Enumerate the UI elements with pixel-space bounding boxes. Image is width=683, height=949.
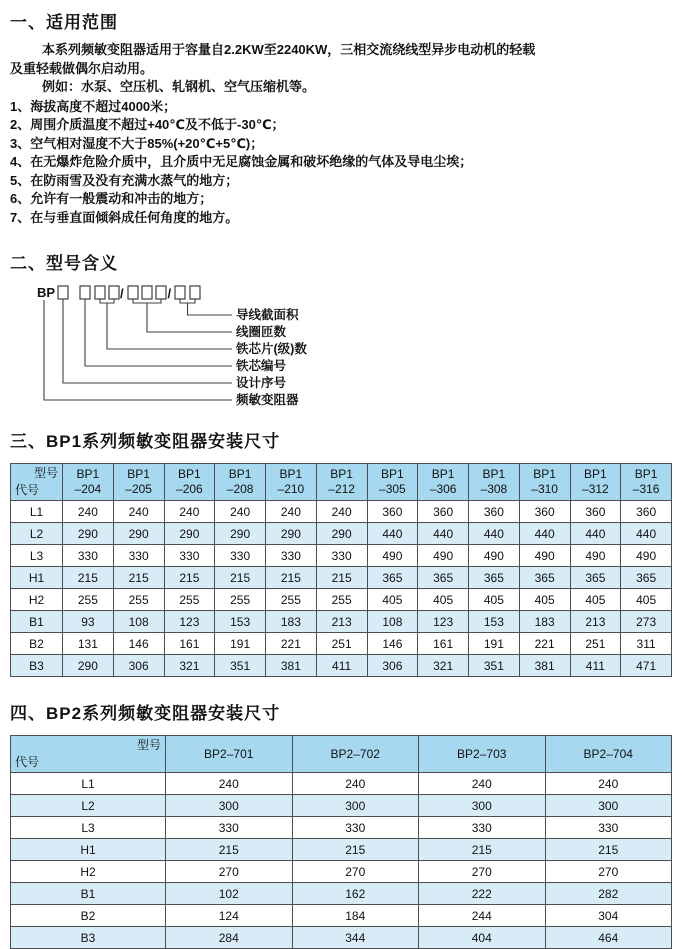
table-cell: 405 xyxy=(367,589,418,611)
condition-item: 3、空气相对湿度不大于85%(+20℃+5℃)； xyxy=(10,135,264,151)
table-cell: 411 xyxy=(316,655,367,677)
table-cell: 102 xyxy=(166,883,293,905)
table-cell: 215 xyxy=(545,839,672,861)
table-row xyxy=(11,545,672,567)
table-cell: 290 xyxy=(215,523,266,545)
condition-list xyxy=(10,98,672,228)
row-label: B2 xyxy=(11,633,63,655)
table-cell: 405 xyxy=(519,589,570,611)
table-row xyxy=(11,567,672,589)
condition-item: 7、在与垂直面倾斜成任何角度的地方。 xyxy=(10,209,239,225)
column-header: BP1 –310 xyxy=(519,464,570,501)
column-header: BP1 –312 xyxy=(570,464,621,501)
table-cell: 240 xyxy=(545,773,672,795)
table-cell: 240 xyxy=(266,501,317,523)
section3-heading: 三、BP1系列频敏变阻器安装尺寸 xyxy=(10,432,281,451)
corner-label-code: 代号 xyxy=(15,755,40,769)
table-cell: 213 xyxy=(570,611,621,633)
condition-item: 6、允许有一般震动和冲击的地方； xyxy=(10,191,213,206)
row-label: L3 xyxy=(11,817,166,839)
table-row xyxy=(11,523,672,545)
table-cell: 490 xyxy=(570,545,621,567)
table-cell: 290 xyxy=(113,523,164,545)
table-cell: 290 xyxy=(266,523,317,545)
table-cell: 360 xyxy=(469,501,520,523)
row-label: B3 xyxy=(11,655,63,677)
row-label: H2 xyxy=(11,861,166,883)
table-cell: 330 xyxy=(166,817,293,839)
table-cell: 321 xyxy=(164,655,215,677)
table-row xyxy=(11,839,672,861)
table-cell: 221 xyxy=(266,633,317,655)
table-cell: 240 xyxy=(63,501,114,523)
table-cell: 306 xyxy=(113,655,164,677)
table-cell: 490 xyxy=(621,545,672,567)
table-cell: 351 xyxy=(215,655,266,677)
column-header: BP2–702 xyxy=(292,736,419,773)
table-cell: 440 xyxy=(367,523,418,545)
table-cell: 240 xyxy=(113,501,164,523)
corner-label-code: 代号 xyxy=(15,483,40,497)
row-label: B3 xyxy=(11,927,166,949)
row-label: L1 xyxy=(11,501,63,523)
column-header: BP1 –206 xyxy=(164,464,215,501)
table-cell: 365 xyxy=(418,567,469,589)
code-label-product-name: 频敏变阻器 xyxy=(236,393,299,407)
table-cell: 282 xyxy=(545,883,672,905)
column-header: BP1 –205 xyxy=(113,464,164,501)
table-cell: 161 xyxy=(164,633,215,655)
table-cell: 183 xyxy=(266,611,317,633)
condition-item: 1、海拔高度不超过4000米； xyxy=(10,98,177,114)
table-cell: 123 xyxy=(418,611,469,633)
table-cell: 330 xyxy=(215,545,266,567)
column-header: BP1 –305 xyxy=(367,464,418,501)
table-cell: 360 xyxy=(621,501,672,523)
table-cell: 284 xyxy=(166,927,293,949)
table-cell: 240 xyxy=(419,773,546,795)
table-cell: 351 xyxy=(469,655,520,677)
table-cell: 251 xyxy=(570,633,621,655)
table-cell: 300 xyxy=(545,795,672,817)
table-cell: 490 xyxy=(469,545,520,567)
connector-lines xyxy=(44,299,232,400)
section2-heading: 二、型号含义 xyxy=(10,254,118,273)
table-cell: 153 xyxy=(215,611,266,633)
table-cell: 381 xyxy=(266,655,317,677)
table-cell: 300 xyxy=(166,795,293,817)
table-cell: 240 xyxy=(316,501,367,523)
code-label-wire-section: 导线截面积 xyxy=(236,308,299,322)
table-cell: 360 xyxy=(367,501,418,523)
table-cell: 330 xyxy=(266,545,317,567)
row-label: L2 xyxy=(11,523,63,545)
table-cell: 411 xyxy=(570,655,621,677)
table-cell: 215 xyxy=(166,839,293,861)
table-cell: 290 xyxy=(63,655,114,677)
table-cell: 146 xyxy=(367,633,418,655)
table-cell: 153 xyxy=(469,611,520,633)
condition-item: 2、周围介质温度不超过+40℃及不低于-30℃； xyxy=(10,117,285,132)
table-corner-cell xyxy=(11,736,166,773)
table-cell: 215 xyxy=(113,567,164,589)
table-cell: 255 xyxy=(164,589,215,611)
table-row xyxy=(11,861,672,883)
slash-separator: / xyxy=(167,286,172,301)
slash-separator: / xyxy=(120,286,124,301)
row-label: H1 xyxy=(11,839,166,861)
model-code-diagram xyxy=(35,280,672,417)
table-cell: 440 xyxy=(519,523,570,545)
table-cell: 440 xyxy=(621,523,672,545)
table-cell: 124 xyxy=(166,905,293,927)
code-prefix-and-boxes xyxy=(58,286,200,299)
table-cell: 405 xyxy=(570,589,621,611)
intro-line2: 及重轻载做偶尔启动用。 xyxy=(10,60,154,76)
column-header: BP1 –204 xyxy=(63,464,114,501)
table-cell: 213 xyxy=(316,611,367,633)
header-row xyxy=(11,736,672,773)
condition-item: 5、在防雨雪及没有充满水蒸气的地方； xyxy=(10,172,239,188)
table-cell: 255 xyxy=(316,589,367,611)
table-cell: 191 xyxy=(215,633,266,655)
table-cell: 215 xyxy=(316,567,367,589)
code-label-coil-turns: 线圈匝数 xyxy=(236,325,287,339)
table-cell: 330 xyxy=(545,817,672,839)
table-cell: 330 xyxy=(113,545,164,567)
table-cell: 240 xyxy=(164,501,215,523)
table-cell: 344 xyxy=(292,927,419,949)
table-cell: 222 xyxy=(419,883,546,905)
table-cell: 440 xyxy=(418,523,469,545)
table-cell: 215 xyxy=(63,567,114,589)
code-prefix-text: BP xyxy=(37,285,56,300)
column-header: BP1 –212 xyxy=(316,464,367,501)
intro-line1: 本系列频敏变阻器适用于容量自2.2KW至2240KW，三相交流绕线型异步电动机的轻载 xyxy=(42,42,536,57)
row-label: L3 xyxy=(11,545,63,567)
bp1-dimensions-table xyxy=(10,463,672,677)
row-label: H1 xyxy=(11,567,63,589)
table-cell: 290 xyxy=(316,523,367,545)
condition-item: 4、在无爆炸危险介质中，且介质中无足腐蚀金属和破坏绝缘的气体及导电尘埃； xyxy=(10,154,473,169)
table-cell: 321 xyxy=(418,655,469,677)
table-cell: 290 xyxy=(63,523,114,545)
table-cell: 240 xyxy=(215,501,266,523)
table-cell: 440 xyxy=(469,523,520,545)
table-row xyxy=(11,501,672,523)
table-cell: 330 xyxy=(164,545,215,567)
row-label: B2 xyxy=(11,905,166,927)
table-cell: 240 xyxy=(166,773,293,795)
table-cell: 215 xyxy=(266,567,317,589)
table-cell: 270 xyxy=(545,861,672,883)
bp2-dimensions-table xyxy=(10,735,672,949)
table-row xyxy=(11,611,672,633)
table-cell: 311 xyxy=(621,633,672,655)
table-cell: 255 xyxy=(215,589,266,611)
table-cell: 290 xyxy=(164,523,215,545)
corner-label-model: 型号 xyxy=(136,738,161,752)
table-cell: 365 xyxy=(469,567,520,589)
table-cell: 251 xyxy=(316,633,367,655)
table-cell: 330 xyxy=(419,817,546,839)
table-cell: 131 xyxy=(63,633,114,655)
table-cell: 490 xyxy=(519,545,570,567)
table-cell: 183 xyxy=(519,611,570,633)
table-cell: 123 xyxy=(164,611,215,633)
table-cell: 215 xyxy=(164,567,215,589)
column-header: BP1 –306 xyxy=(418,464,469,501)
corner-label-model: 型号 xyxy=(33,466,58,480)
table-cell: 240 xyxy=(292,773,419,795)
table-row xyxy=(11,817,672,839)
table-cell: 108 xyxy=(113,611,164,633)
row-label: H2 xyxy=(11,589,63,611)
table-cell: 184 xyxy=(292,905,419,927)
column-header: BP1 –308 xyxy=(469,464,520,501)
row-label: L2 xyxy=(11,795,166,817)
column-header: BP1 –210 xyxy=(266,464,317,501)
table-cell: 330 xyxy=(316,545,367,567)
table-corner-cell xyxy=(11,464,63,501)
column-header: BP2–704 xyxy=(545,736,672,773)
section4-heading: 四、BP2系列频敏变阻器安装尺寸 xyxy=(10,704,281,723)
table-cell: 330 xyxy=(292,817,419,839)
table-row xyxy=(11,655,672,677)
table-cell: 381 xyxy=(519,655,570,677)
table-row xyxy=(11,773,672,795)
header-row xyxy=(11,464,672,501)
table-row xyxy=(11,883,672,905)
table-cell: 221 xyxy=(519,633,570,655)
table-cell: 161 xyxy=(418,633,469,655)
table-cell: 162 xyxy=(292,883,419,905)
column-header: BP2–701 xyxy=(166,736,293,773)
table-row xyxy=(11,633,672,655)
table-cell: 365 xyxy=(519,567,570,589)
table-cell: 108 xyxy=(367,611,418,633)
table-cell: 365 xyxy=(570,567,621,589)
table-cell: 255 xyxy=(113,589,164,611)
table-cell: 300 xyxy=(419,795,546,817)
table-cell: 360 xyxy=(570,501,621,523)
table-cell: 360 xyxy=(418,501,469,523)
code-label-design-serial: 设计序号 xyxy=(236,376,287,390)
table-cell: 191 xyxy=(469,633,520,655)
table-cell: 215 xyxy=(419,839,546,861)
table-cell: 215 xyxy=(215,567,266,589)
table-cell: 270 xyxy=(419,861,546,883)
example-line: 例如：水泵、空压机、轧钢机、空气压缩机等。 xyxy=(42,79,316,94)
table-cell: 273 xyxy=(621,611,672,633)
column-header: BP2–703 xyxy=(419,736,546,773)
table-cell: 215 xyxy=(292,839,419,861)
table-cell: 490 xyxy=(418,545,469,567)
table-cell: 270 xyxy=(166,861,293,883)
table-cell: 365 xyxy=(367,567,418,589)
column-header: BP1 –208 xyxy=(215,464,266,501)
table-cell: 464 xyxy=(545,927,672,949)
table-cell: 255 xyxy=(63,589,114,611)
table-cell: 440 xyxy=(570,523,621,545)
table-cell: 330 xyxy=(63,545,114,567)
table-cell: 93 xyxy=(63,611,114,633)
table-row xyxy=(11,795,672,817)
code-label-core-number: 铁芯编号 xyxy=(236,359,287,373)
table-row xyxy=(11,589,672,611)
table-cell: 490 xyxy=(367,545,418,567)
table-cell: 244 xyxy=(419,905,546,927)
table-cell: 300 xyxy=(292,795,419,817)
table-cell: 471 xyxy=(621,655,672,677)
table-cell: 304 xyxy=(545,905,672,927)
table-row xyxy=(11,905,672,927)
row-label: B1 xyxy=(11,883,166,905)
row-label: L1 xyxy=(11,773,166,795)
table-cell: 405 xyxy=(621,589,672,611)
table-cell: 306 xyxy=(367,655,418,677)
table-cell: 365 xyxy=(621,567,672,589)
column-header: BP1 –316 xyxy=(621,464,672,501)
table-cell: 270 xyxy=(292,861,419,883)
table-cell: 146 xyxy=(113,633,164,655)
row-label: B1 xyxy=(11,611,63,633)
table-cell: 255 xyxy=(266,589,317,611)
table-cell: 405 xyxy=(469,589,520,611)
table-row xyxy=(11,927,672,949)
section1-heading: 一、适用范围 xyxy=(10,13,118,32)
table-cell: 360 xyxy=(519,501,570,523)
table-cell: 405 xyxy=(418,589,469,611)
table-cell: 404 xyxy=(419,927,546,949)
code-label-core-pieces: 铁芯片(级)数 xyxy=(236,342,307,356)
